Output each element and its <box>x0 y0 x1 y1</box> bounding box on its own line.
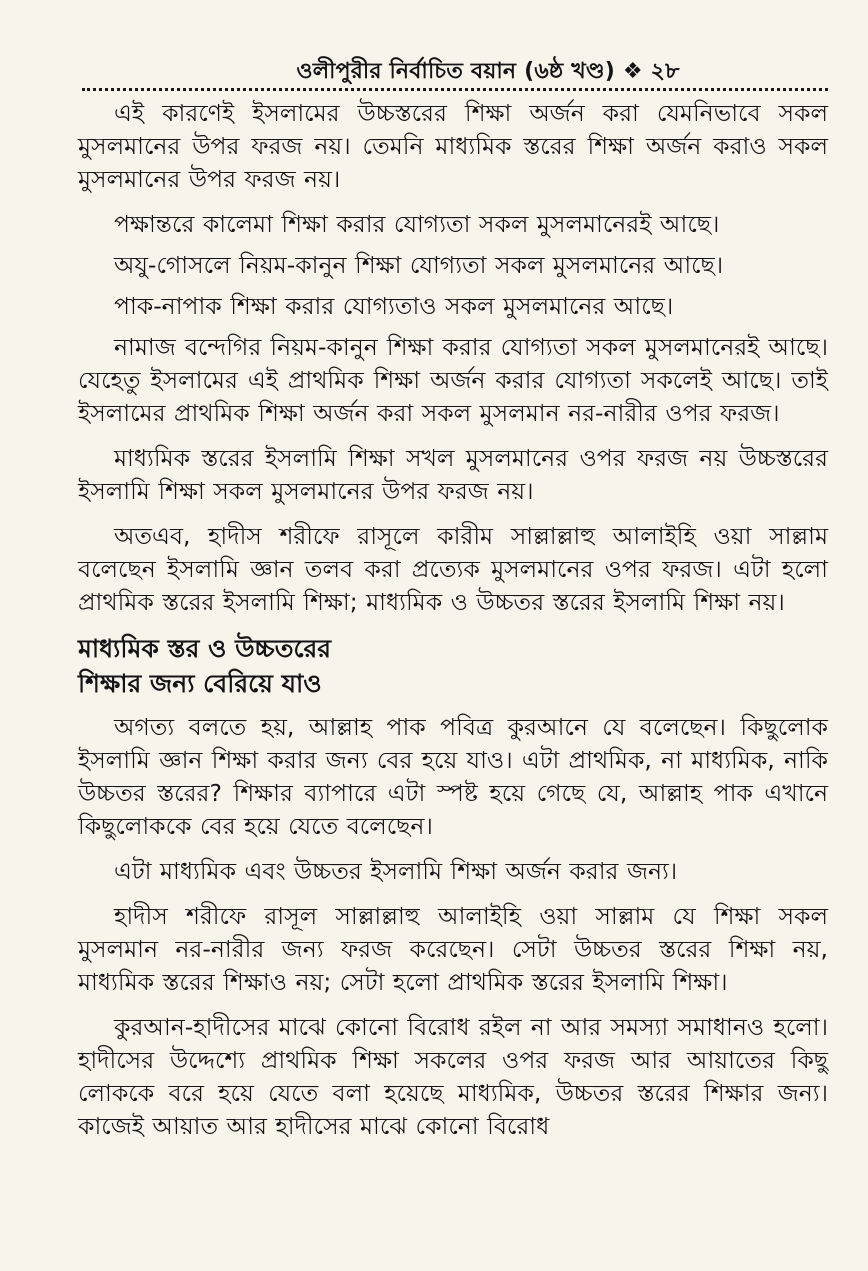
paragraph-2: পক্ষান্তরে কালেমা শিক্ষা করার যোগ্যতা সকল মুসলমানেরই আছে। <box>114 210 720 238</box>
paragraph-1: এই কারণেই ইসলামের উচ্চস্তরের শিক্ষা অর্জন করা যেমনিভাবে সকল মুসলমানের উপর ফরজ নয়। তেমনি মাধ্যমিক স্তরের শিক্ষা অর্জন করাও সকল মুসলমানের উপর ফরজ নয়। <box>78 99 828 193</box>
paragraph-11: কুরআন-হাদীসের মাঝে কোনো বিরোধ রইল না আর সমস্যা সমাধানও হলো। হাদীসের উদ্দেশ্যে প্রাথমিক শিক্ষা সকলের ওপর ফরজ আর আয়াতের কিছু লোককে বরে হয়ে যেতে বলা হয়েছে মাধ্যমিক, উচ্চতর স্তরের শিক্ষার জন্য। কাজেই আয়াত আর হাদীসের মাঝে কোনো বিরোধ <box>78 1013 828 1140</box>
paragraph-10: হাদীস শরীফে রাসূল সাল্লাল্লাহু আলাইহি ওয়া সাল্লাম যে শিক্ষা সকল মুসলমান নর-নারীর জন্য ফরজ করেছেন। সেটা উচ্চতর স্তরের শিক্ষা নয়, মাধ্যমিক স্তরের শিক্ষাও নয়; সেটা হলো প্রাথমিক স্তরের ইসলামি শিক্ষা। <box>78 902 828 996</box>
paragraph-9: এটা মাধ্যমিক এবং উচ্চতর ইসলামি শিক্ষা অর্জন করার জন্য। <box>114 857 678 885</box>
header-divider <box>82 88 828 91</box>
paragraph-3: অযু-গোসলে নিয়ম-কানুন শিক্ষা যোগ্যতা সকল মুসলমানের আছে। <box>114 251 724 279</box>
section-heading-line-1: মাধ্যমিক স্তর ও উচ্চতরের <box>78 634 331 663</box>
paragraph-7: অতএব, হাদীস শরীফে রাসূলে কারীম সাল্লাল্লাহু আলাইহি ওয়া সাল্লাম বলেছেন ইসলামি জ্ঞান তলব করা প্রত্যেক মুসলমানের ওপর ফরজ। এটা হলো প্রাথমিক স্তরের ইসলামি শিক্ষা; মাধ্যমিক ও উচ্চতর স্তরের ইসলামি শিক্ষা নয়। <box>78 522 828 616</box>
paragraph-8: অগত্য বলতে হয়, আল্লাহ পাক পবিত্র কুরআনে যে বলেছেন। কিছুলোক ইসলামি জ্ঞান শিক্ষা করার জন্য বের হয়ে যাও। এটা প্রাথমিক, না মাধ্যমিক, নাকি উচ্চতর স্তরের? শিক্ষার ব্যাপারে এটা স্পষ্ট হয়ে গেছে যে, আল্লাহ পাক এখানে কিছুলোককে বের হয়ে যেতে বলেছেন। <box>78 713 828 840</box>
section-heading-line-2: শিক্ষার জন্য বেরিয়ে যাও <box>78 669 322 698</box>
paragraph-5: নামাজ বন্দেগির নিয়ম-কানুন শিক্ষা করার যোগ্যতা সকল মুসলমানেরই আছে। যেহেতু ইসলামের এই প্রাথমিক শিক্ষা অর্জন করার যোগ্যতা সকলেই আছে। তাই ইসলামের প্রাথমিক শিক্ষা অর্জন করা সকল মুসলমান নর-নারীর ওপর ফরজ। <box>78 333 828 427</box>
paragraph-4: পাক-নাপাক শিক্ষা করার যোগ্যতাও সকল মুসলমানের আছে। <box>114 292 674 320</box>
paragraph-6: মাধ্যমিক স্তরের ইসলামি শিক্ষা সখল মুসলমানের ওপর ফরজ নয় উচ্চস্তরের ইসলামি শিক্ষা সকল মুসলমানের উপর ফরজ নয়। <box>78 444 828 505</box>
running-header: ওলীপুরীর নির্বাচিত বয়ান (৬ষ্ঠ খণ্ড) ❖ ২৮ <box>296 59 680 84</box>
section-heading <box>78 631 828 701</box>
